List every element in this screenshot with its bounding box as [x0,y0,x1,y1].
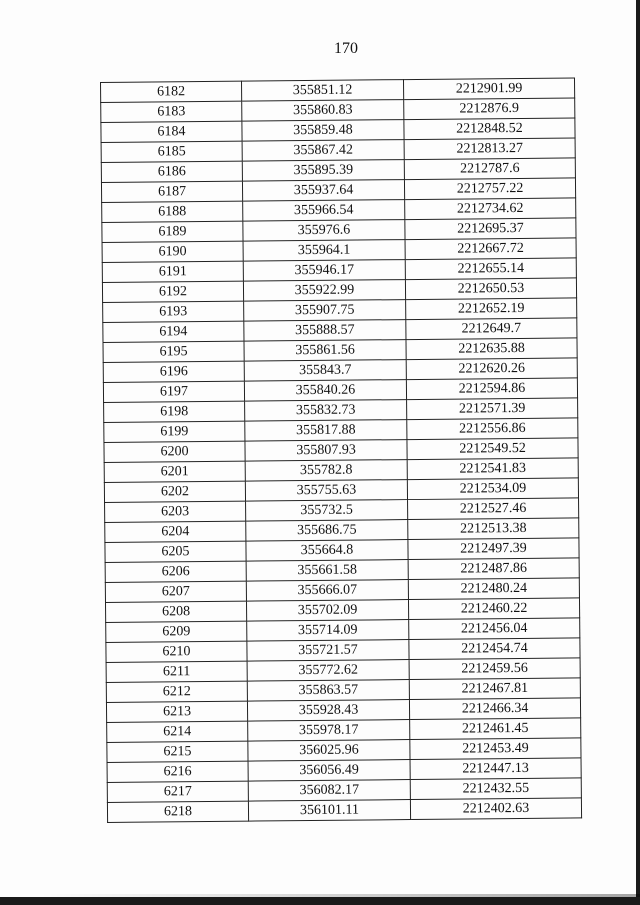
y-coordinate-cell: 2212456.04 [409,618,580,640]
x-coordinate-cell: 355922.99 [243,280,405,302]
coordinate-table-body [101,78,582,823]
y-coordinate-cell: 2212695.37 [405,218,576,240]
point-id-cell: 6194 [103,321,244,342]
y-coordinate-cell: 2212513.38 [408,518,579,540]
point-id-cell: 6213 [106,701,247,722]
scan-edge-bottom [0,897,640,905]
point-id-cell: 6195 [103,341,244,362]
x-coordinate-cell: 355966.54 [243,200,405,222]
x-coordinate-cell: 355928.43 [247,700,409,722]
x-coordinate-cell: 355666.07 [246,580,408,602]
x-coordinate-cell: 355964.1 [243,240,405,262]
y-coordinate-cell: 2212635.88 [406,338,577,360]
point-id-cell: 6204 [105,521,246,542]
y-coordinate-cell: 2212549.52 [407,438,578,460]
point-id-cell: 6206 [105,561,246,582]
x-coordinate-cell: 355817.88 [245,420,407,442]
x-coordinate-cell: 355807.93 [245,440,407,462]
point-id-cell: 6199 [104,421,245,442]
point-id-cell: 6190 [102,241,243,262]
y-coordinate-cell: 2212527.46 [408,498,579,520]
x-coordinate-cell: 355860.83 [242,100,404,122]
x-coordinate-cell: 355851.12 [241,80,403,102]
y-coordinate-cell: 2212454.74 [409,638,580,660]
x-coordinate-cell: 355755.63 [245,480,407,502]
x-coordinate-cell: 355782.8 [245,460,407,482]
y-coordinate-cell: 2212467.81 [409,678,580,700]
y-coordinate-cell: 2212876.9 [404,98,575,120]
y-coordinate-cell: 2212620.26 [406,358,577,380]
y-coordinate-cell: 2212848.52 [404,118,575,140]
point-id-cell: 6183 [101,101,242,122]
y-coordinate-cell: 2212480.24 [408,578,579,600]
point-id-cell: 6193 [103,301,244,322]
y-coordinate-cell: 2212901.99 [403,78,574,100]
y-coordinate-cell: 2212466.34 [409,698,580,720]
x-coordinate-cell: 356025.96 [248,740,410,762]
x-coordinate-cell: 355702.09 [246,600,408,622]
y-coordinate-cell: 2212497.39 [408,538,579,560]
x-coordinate-cell: 355863.57 [247,680,409,702]
point-id-cell: 6197 [103,381,244,402]
coordinate-table-container [100,77,581,823]
point-id-cell: 6203 [105,501,246,522]
table-row [107,798,581,823]
point-id-cell: 6202 [104,481,245,502]
point-id-cell: 6205 [105,541,246,562]
point-id-cell: 6196 [103,361,244,382]
x-coordinate-cell: 355721.57 [247,640,409,662]
point-id-cell: 6212 [106,681,247,702]
y-coordinate-cell: 2212571.39 [407,398,578,420]
coordinate-table [100,77,582,823]
x-coordinate-cell: 355907.75 [244,300,406,322]
x-coordinate-cell: 355840.26 [244,380,406,402]
y-coordinate-cell: 2212667.72 [405,238,576,260]
y-coordinate-cell: 2212460.22 [408,598,579,620]
y-coordinate-cell: 2212649.7 [406,318,577,340]
y-coordinate-cell: 2212461.45 [410,718,581,740]
point-id-cell: 6198 [104,401,245,422]
point-id-cell: 6191 [102,261,243,282]
x-coordinate-cell: 355843.7 [244,360,406,382]
y-coordinate-cell: 2212655.14 [405,258,576,280]
point-id-cell: 6207 [105,581,246,602]
x-coordinate-cell: 355859.48 [242,120,404,142]
x-coordinate-cell: 355861.56 [244,340,406,362]
point-id-cell: 6214 [107,721,248,742]
x-coordinate-cell: 355686.75 [246,520,408,542]
x-coordinate-cell: 355661.58 [246,560,408,582]
point-id-cell: 6189 [102,221,243,242]
y-coordinate-cell: 2212402.63 [410,798,581,820]
x-coordinate-cell: 355867.42 [242,140,404,162]
y-coordinate-cell: 2212787.6 [404,158,575,180]
x-coordinate-cell: 356101.11 [248,800,410,822]
point-id-cell: 6187 [101,181,242,202]
point-id-cell: 6208 [105,601,246,622]
y-coordinate-cell: 2212652.19 [406,298,577,320]
point-id-cell: 6192 [102,281,243,302]
x-coordinate-cell: 355888.57 [244,320,406,342]
y-coordinate-cell: 2212432.55 [410,778,581,800]
point-id-cell: 6182 [101,81,242,102]
point-id-cell: 6184 [101,121,242,142]
y-coordinate-cell: 2212757.22 [404,178,575,200]
page-number: 170 [334,40,358,57]
x-coordinate-cell: 355714.09 [247,620,409,642]
x-coordinate-cell: 355895.39 [242,160,404,182]
point-id-cell: 6218 [107,801,248,822]
x-coordinate-cell: 355978.17 [248,720,410,742]
y-coordinate-cell: 2212813.27 [404,138,575,160]
y-coordinate-cell: 2212459.56 [409,658,580,680]
y-coordinate-cell: 2212556.86 [407,418,578,440]
point-id-cell: 6200 [104,441,245,462]
point-id-cell: 6210 [106,641,247,662]
y-coordinate-cell: 2212453.49 [410,738,581,760]
point-id-cell: 6201 [104,461,245,482]
point-id-cell: 6216 [107,761,248,782]
point-id-cell: 6217 [107,781,248,802]
y-coordinate-cell: 2212541.83 [407,458,578,480]
x-coordinate-cell: 355976.6 [243,220,405,242]
x-coordinate-cell: 355832.73 [245,400,407,422]
point-id-cell: 6209 [106,621,247,642]
scan-edge-right [636,0,640,905]
point-id-cell: 6185 [101,141,242,162]
y-coordinate-cell: 2212487.86 [408,558,579,580]
y-coordinate-cell: 2212734.62 [405,198,576,220]
point-id-cell: 6186 [101,161,242,182]
x-coordinate-cell: 355732.5 [246,500,408,522]
x-coordinate-cell: 356056.49 [248,760,410,782]
y-coordinate-cell: 2212594.86 [406,378,577,400]
x-coordinate-cell: 355664.8 [246,540,408,562]
point-id-cell: 6211 [106,661,247,682]
y-coordinate-cell: 2212534.09 [407,478,578,500]
y-coordinate-cell: 2212650.53 [405,278,576,300]
x-coordinate-cell: 355772.62 [247,660,409,682]
x-coordinate-cell: 355946.17 [243,260,405,282]
x-coordinate-cell: 355937.64 [242,180,404,202]
point-id-cell: 6188 [102,201,243,222]
x-coordinate-cell: 356082.17 [248,780,410,802]
y-coordinate-cell: 2212447.13 [410,758,581,780]
point-id-cell: 6215 [107,741,248,762]
